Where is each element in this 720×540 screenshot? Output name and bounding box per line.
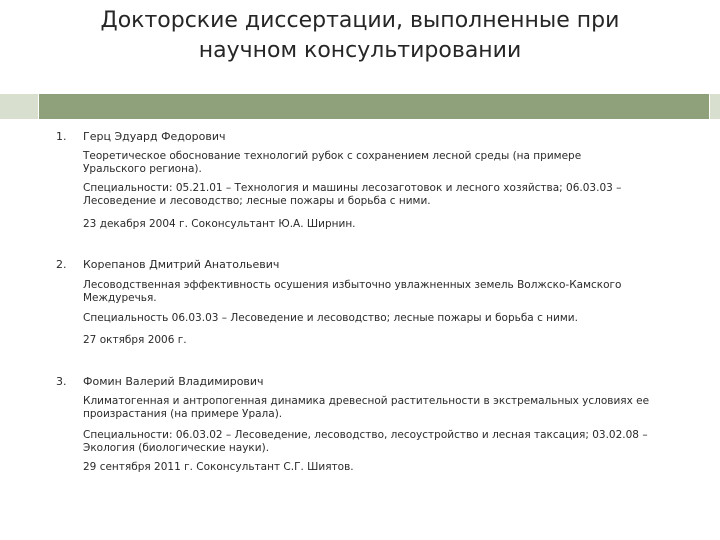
dissertation-topic: Лесоводственная эффективность осушения избыточно увлажненных земель Волжско-Камского Междуречья. <box>83 279 622 304</box>
item-number: 1. <box>56 130 67 143</box>
item-number: 3. <box>56 375 67 388</box>
specialty: Специальности: 05.21.01 – Технология и машины лесозаготовок и лесного хозяйства; 06.03.03 – Лесоведение и лесоводство; лесные пожары и борьба с ними. <box>83 182 622 207</box>
specialty: Специальности: 06.03.02 – Лесоведение, лесоводство, лесоустройство и лесная таксация; 03.02.08 – Экология (биологические науки). <box>83 429 648 454</box>
dissertation-topic: Теоретическое обоснование технологий рубок с сохранением лесной среды (на примере Уральского региона). <box>83 150 582 175</box>
defense-date: 27 октября 2006 г. <box>83 334 187 346</box>
author-name: Корепанов Дмитрий Анатольевич <box>83 258 280 271</box>
dissertation-topic: Климатогенная и антропогенная динамика древесной растительности в экстремальных условиях ее произрастания (на примере Урала). <box>83 395 650 420</box>
author-name: Фомин Валерий Владимирович <box>83 375 264 388</box>
title-line-1: Докторские диссертации, выполненные при <box>100 8 620 33</box>
specialty: Специальность 06.03.03 – Лесоведение и лесоводство; лесные пожары и борьба с ними. <box>83 312 578 324</box>
defense-date: 23 декабря 2004 г. Соконсультант Ю.А. Ширнин. <box>83 218 356 230</box>
title-line-2: научном консультировании <box>198 38 522 63</box>
author-name: Герц Эдуард Федорович <box>83 130 226 143</box>
defense-date: 29 сентября 2011 г. Соконсультант С.Г. Шиятов. <box>83 461 354 473</box>
item-number: 2. <box>56 258 67 271</box>
